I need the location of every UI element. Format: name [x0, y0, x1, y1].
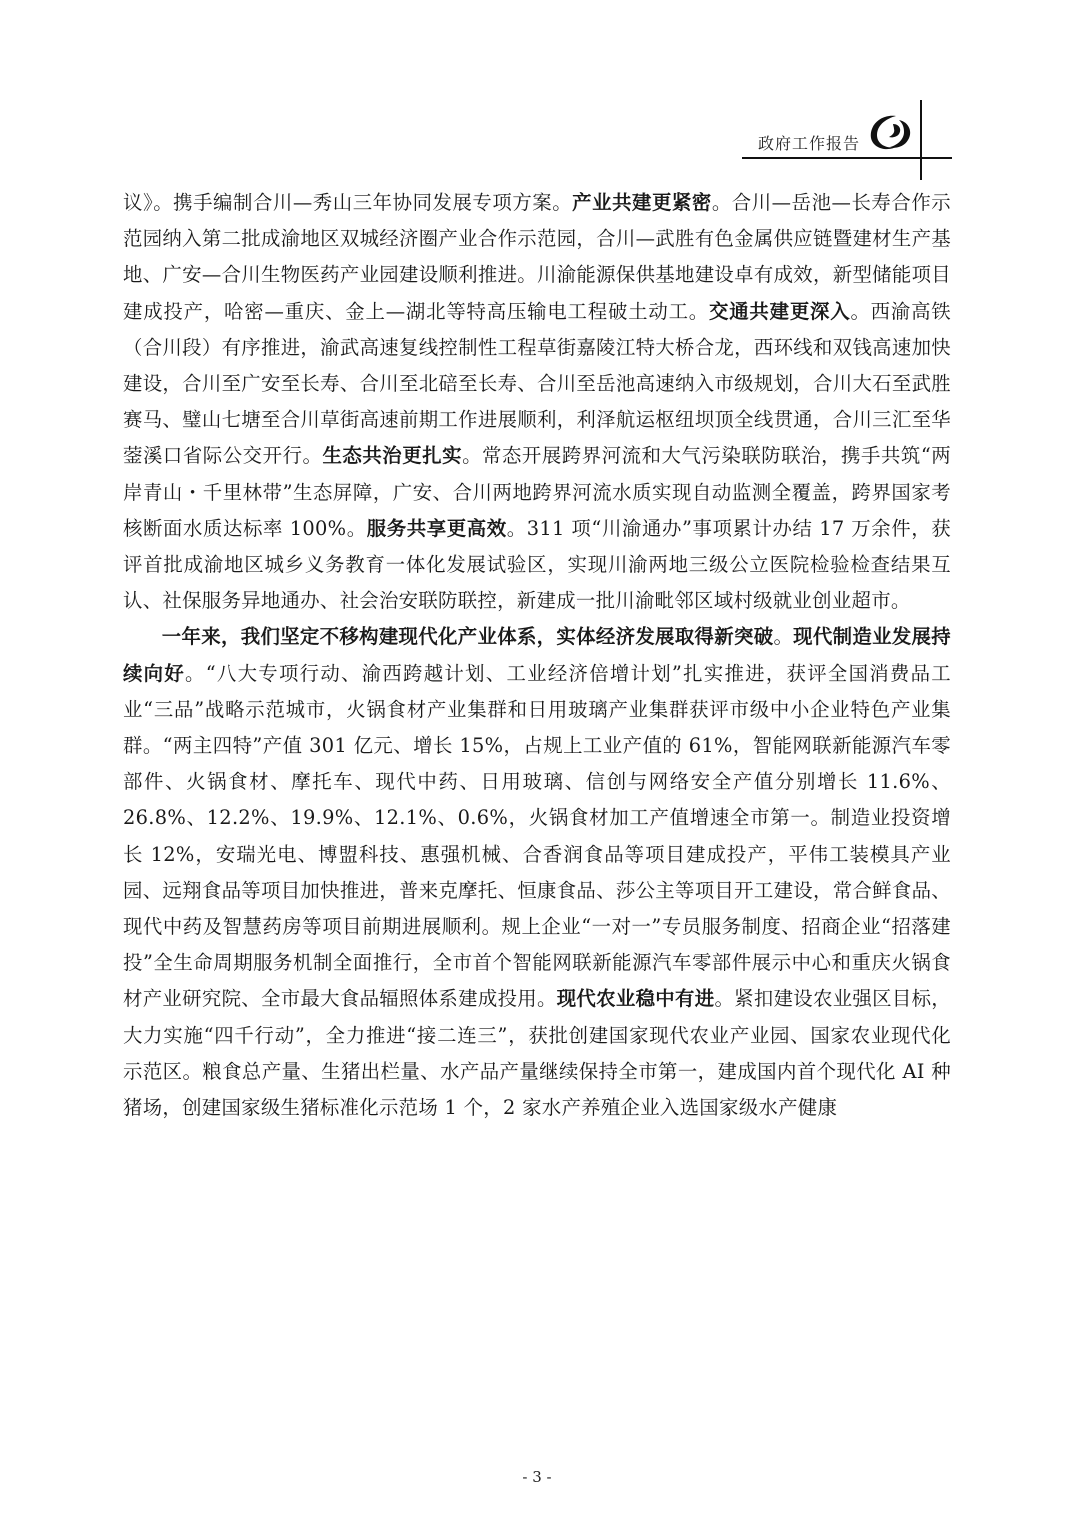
bold-heading-text: 一年来，我们坚定不移构建现代化产业体系，实体经济发展取得新突破 [161, 625, 774, 649]
body-text-segment: 议》。携手编制合川—秀山三年协同发展专项方案。 [123, 191, 573, 214]
body-text-segment: 。合川—岳池—长寿合作示范园纳入第二批成渝地区双城经济圈产业合作示范园，合川—武胜有色金属供应链暨建材生产基地、广安—合川生物医药产业园建设顺利推进。川渝能源保供基地建设卓有成效，新型储能项目建成投产，哈密—重庆、金上—湖北等特高压输电工程破土动工。 [123, 191, 951, 323]
body-text [123, 185, 951, 1126]
body-text-segment: 。常态开展跨界河流和大气污染联防联治，携手共筑“两岸青山・千里林带”生态屏障，广安、合川两地跨界河流水质实现自动监测全覆盖，跨界国家考核断面水质达标率 100%。 [123, 444, 951, 540]
body-text-segment: 。311 项“川渝通办”事项累计办结 17 万余件，获评首批成渝地区城乡义务教育一体化发展试验区，实现川渝两地三级公立医院检验检查结果互认、社保服务异地通办、社会治安联防联控，新建成一批川渝毗邻区域村级就业创业超市。 [123, 516, 951, 613]
bold-heading-text: 现代制造业发展持续向好 [123, 625, 951, 685]
header-vertical-rule [920, 100, 922, 180]
bold-heading-text: 产业共建更紧密 [572, 191, 712, 214]
bold-heading-text: 现代农业稳中有进 [556, 987, 715, 1011]
body-text-segment: 。“八大专项行动、渝西跨越计划、工业经济倍增计划”扎实推进，获评全国消费品工业“三品”战略示范城市，火锅食材产业集群和日用玻璃产业集群获评市级中小企业特色产业集群。“两主四特”产值 301 亿元、增长 15%，占规上工业产值的 61%，智能网联新能源汽车零部件、火锅食材、摩托车、现代中药、日用玻璃、信创与网络安全产值分别增长 11.6%、26.8%、12.2%、19.9%、12.1%、0.6%，火锅食材加工产值增速全市第一。制造业投资增长 12%，安瑞光电、博盟科技、惠强机械、合香润食品等项目建成投产，平伟工装模具产业园、远翔食品等项目加快推进，普来克摩托、恒康食品、莎公主等项目开工建设，常合鲜食品、现代中药及智慧药房等项目前期进展顺利。规上企业“一对一”专员服务制度、招商企业“招落建投”全生命周期服务机制全面推行，全市首个智能网联新能源汽车零部件展示中心和重庆火锅食材产业研究院、全市最大食品辐照体系建成投用。 [123, 661, 951, 1011]
body-text-segment: 。紧扣建设农业强区目标，大力实施“四千行动”，全力推进“接二连三”，获批创建国家现代农业产业园、国家农业现代化示范区。粮食总产量、生猪出栏量、水产品产量继续保持全市第一，建成国内首个现代化 AI 种猪场，创建国家级生猪标准化示范场 1 个，2 家水产养殖企业入选国家级水产健康 [123, 987, 951, 1120]
header-label: 政府工作报告 [758, 134, 861, 153]
body-text-segment: 。西渝高铁（合川段）有序推进，渝武高速复线控制性工程草街嘉陵江特大桥合龙，西环线和双钱高速加快建设，合川至广安至长寿、合川至北碚至长寿、合川至岳池高速纳入市级规划，合川大石至武胜赛马、璧山七塘至合川草街高速前期工作进展顺利，利泽航运枢纽坝顶全线贯通，合川三汇至华蓥溪口省际公交开行。 [123, 299, 951, 468]
bold-heading-text: 交通共建更深入 [709, 299, 851, 323]
paragraph [123, 619, 951, 1126]
bold-heading-text: 生态共治更扎实 [322, 444, 463, 468]
page-number: - 3 - [522, 1468, 552, 1486]
government-report-emblem-icon [866, 112, 914, 152]
body-text-segment: 。 [773, 625, 794, 649]
header-horizontal-rule [742, 157, 952, 159]
bold-heading-text: 服务共享更高效 [366, 516, 507, 540]
paragraph [123, 185, 951, 619]
